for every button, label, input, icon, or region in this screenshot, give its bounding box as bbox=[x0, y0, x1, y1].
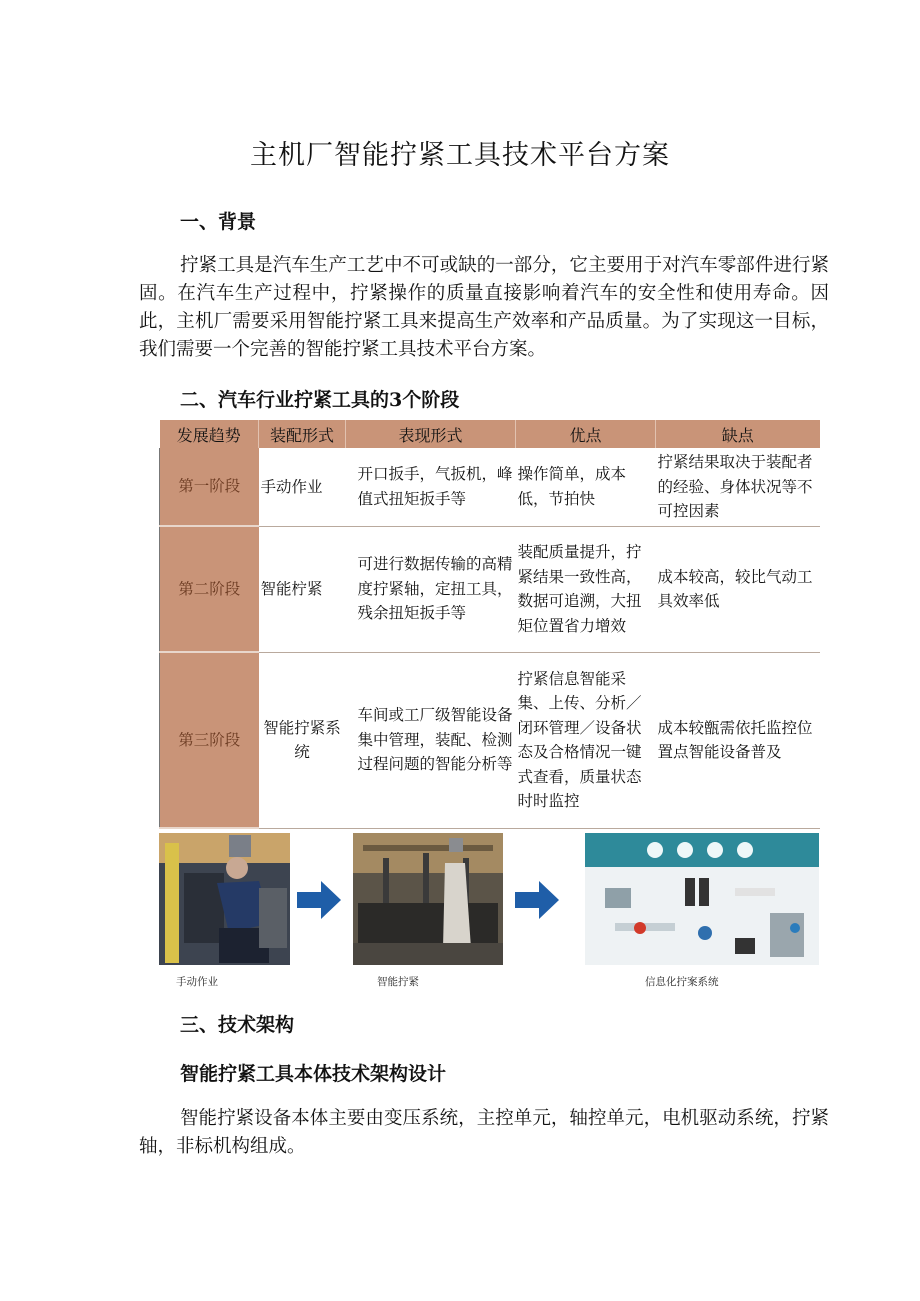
background-paragraph: 拧紧工具是汽车生产工艺中不可或缺的一部分，它主要用于对汽车零部件进行紧固。在汽车生产过程中，拧紧操作的质量直接影响着汽车的安全性和使用寿命。因此，主机厂需要采用智能拧紧工具来提高生产效率和产品质量。为了实现这一目标，我们需要一个完善的智能拧紧工具技术平台方案。 bbox=[139, 255, 829, 360]
section-heading-architecture: 三、技术架构 bbox=[180, 1014, 295, 1036]
stages-table bbox=[159, 420, 820, 829]
column-header: 优点 bbox=[516, 420, 656, 448]
expression-cell: 可进行数据传输的高精度拧紧轴，定扭工具，残余扭矩扳手等 bbox=[346, 526, 516, 652]
cons-cell: 拧紧结果取决于装配者的经验、身体状况等不可控因素 bbox=[656, 448, 820, 526]
column-header: 表现形式 bbox=[346, 420, 516, 448]
stage-cell: 第一阶段 bbox=[160, 448, 259, 526]
manual-operation-photo bbox=[159, 833, 290, 965]
expression-cell: 车间或工厂级智能设备集中管理，装配、检测过程问题的智能分析等 bbox=[346, 652, 516, 828]
column-header: 装配形式 bbox=[259, 420, 346, 448]
assembly-form-cell: 手动作业 bbox=[259, 448, 346, 526]
document-title: 主机厂智能拧紧工具技术平台方案 bbox=[250, 140, 670, 171]
figure-caption: 智能拧紧 bbox=[377, 976, 419, 988]
pros-cell: 装配质量提升，拧紧结果一致性高，数据可追溯，大扭矩位置省力增效 bbox=[516, 526, 656, 652]
smart-tightening-photo bbox=[353, 833, 503, 965]
figure-caption: 信息化拧案系统 bbox=[645, 976, 719, 988]
figure-caption: 手动作业 bbox=[176, 976, 218, 988]
pros-cell: 操作简单，成本低，节拍快 bbox=[516, 448, 656, 526]
pros-cell: 拧紧信息智能采集、上传、分析／闭环管理／设备状态及合格情况一键式查看，质量状态时时监控 bbox=[516, 652, 656, 828]
arrow-right-icon bbox=[515, 881, 559, 919]
section-heading-stages: 二、汽车行业拧紧工具的3个阶段 bbox=[180, 389, 460, 411]
assembly-form-cell: 智能柠紧 bbox=[259, 526, 346, 652]
information-system-diagram bbox=[585, 833, 819, 965]
cons-cell: 成本较高，较比气动工具效率低 bbox=[656, 526, 820, 652]
evolution-figure bbox=[159, 833, 819, 988]
expression-cell: 开口扳手，气扳机，峰值式扭矩扳手等 bbox=[346, 448, 516, 526]
column-header: 缺点 bbox=[656, 420, 820, 448]
table-row bbox=[160, 526, 820, 652]
section-heading-background: 一、背景 bbox=[180, 211, 257, 233]
architecture-paragraph: 智能拧紧设备本体主要由变压系统，主控单元，轴控单元，电机驱动系统，拧紧轴，非标机构组成。 bbox=[139, 1108, 829, 1157]
cons-cell: 成本较甑需依托监控位置点智能设备普及 bbox=[656, 652, 820, 828]
table-header-row bbox=[160, 420, 820, 448]
table-row bbox=[160, 448, 820, 526]
table-row bbox=[160, 652, 820, 828]
assembly-form-cell: 智能拧紧系统 bbox=[259, 652, 346, 828]
stage-cell: 第三阶段 bbox=[160, 652, 259, 828]
subsection-heading: 智能拧紧工具本体技术架构设计 bbox=[180, 1063, 447, 1085]
arrow-right-icon bbox=[297, 881, 341, 919]
stage-cell: 第二阶段 bbox=[160, 526, 259, 652]
column-header: 发展趋势 bbox=[160, 420, 259, 448]
